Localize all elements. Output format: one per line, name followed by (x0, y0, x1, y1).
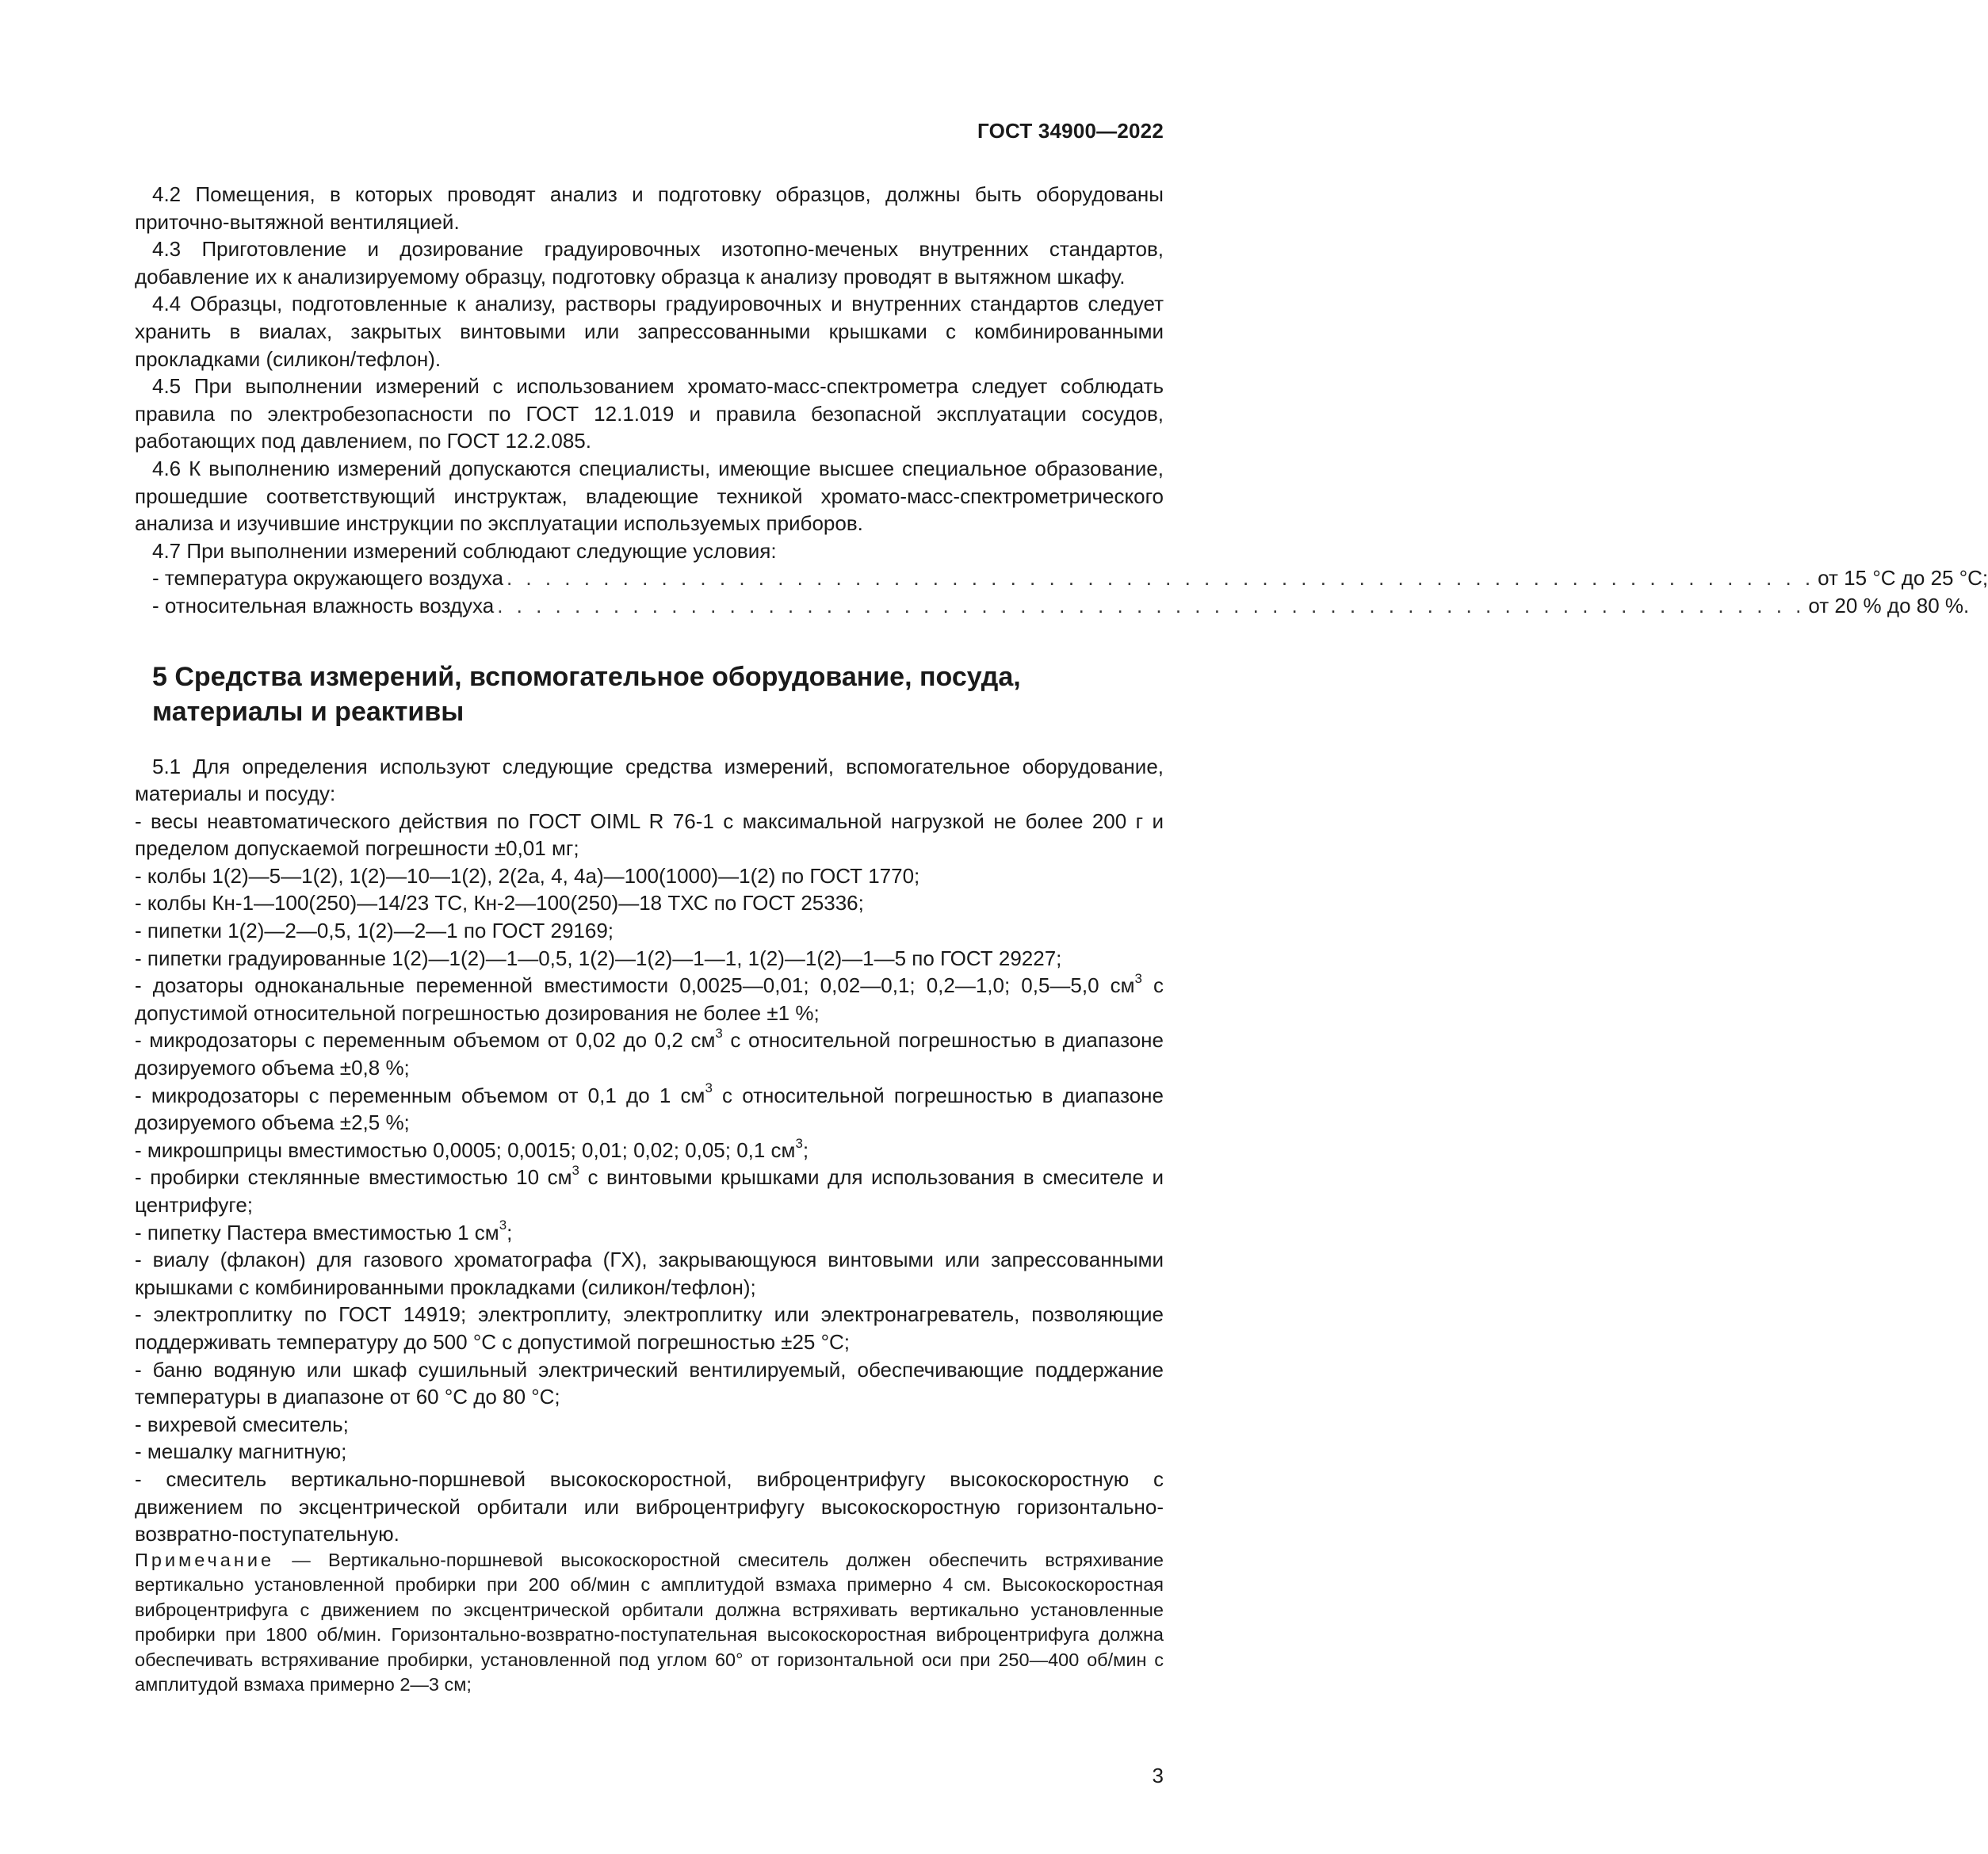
paragraph-text: Образцы, подготовленные к анализу, растворы градуировочных и внутренних стандартов следует хранить в виалах, закрытых винтовыми или запрессованными крышками с комбинированными прокладками (силикон/тефлон). (135, 292, 1164, 371)
condition-row-humidity (135, 592, 1970, 620)
list-item-text: с допустимой относительной погрешностью дозирования не более ±1 %; (135, 973, 1164, 1025)
condition-value: от 15 °C до 25 °C; (1818, 566, 1988, 591)
list-item-text: - дозаторы одноканальные переменной вместимости 0,0025—0,01; 0,02—0,1; 0,2—1,0; 0,5—5,0 см (135, 973, 1135, 998)
paragraph-4-3 (135, 235, 1164, 290)
paragraph-text: При выполнении измерений с использованием хромато-масс-спектрометра следует соблюдать правила по электробезопасности по ГОСТ 12.1.019 и правила безопасной эксплуатации сосудов, работающих под давлением, по ГОСТ 12.2.085. (135, 374, 1164, 453)
paragraph-text: Помещения, в которых проводят анализ и подготовку образцов, должны быть оборудованы приточно-вытяжной вентиляцией. (135, 182, 1164, 234)
paragraph-text: Для определения используют следующие средства измерений, вспомогательное оборудование, материалы и посуду: (135, 754, 1164, 806)
list-item-dosers (135, 972, 1164, 1026)
list-item-microdosers-2 (135, 1082, 1164, 1137)
paragraph-4-7 (135, 537, 1164, 565)
paragraph-text: При выполнении измерений соблюдают следующие условия: (186, 538, 777, 563)
list-item-text: - микродозаторы с переменным объемом от 0,02 до 0,2 см (135, 1028, 716, 1053)
list-item-microsyringes (135, 1137, 1164, 1164)
document-body (135, 181, 1988, 1698)
note-paragraph (135, 1548, 1164, 1698)
superscript: 3 (572, 1163, 579, 1179)
superscript: 3 (1134, 971, 1142, 987)
list-item-text: с относительной погрешностью в диапазоне дозируемого объема ±2,5 %; (135, 1083, 1164, 1135)
paragraph-4-4 (135, 290, 1164, 373)
paragraph-number: 5.1 (152, 754, 182, 778)
condition-value: от 20 % до 80 %. (1808, 593, 1970, 617)
list-item: - виалу (флакон) для газового хроматографа (ГХ), закрывающуюся винтовыми или запрессованными крышками с комбинированными прокладками (силикон/тефлон); (135, 1248, 1164, 1299)
list-item: - баню водяную или шкаф сушильный электрический вентилируемый, обеспечивающие поддержание температуры в диапазоне от 60 °C до 80 °C; (135, 1357, 1164, 1409)
list-item: - колбы 1(2)—5—1(2), 1(2)—10—1(2), 2(2а, 4, 4а)—100(1000)—1(2) по ГОСТ 1770; (135, 863, 920, 888)
paragraph-number: 4.3 (152, 237, 182, 262)
paragraph-text: К выполнению измерений допускаются специалисты, имеющие высшее специальное образование, прошедшие соответствующий инструктаж, владеющие техникой хромато-масс-спектрометрического анализа и изучившие инструкции по эксплуатации используемых приборов. (135, 456, 1164, 536)
list-item: - электроплитку по ГОСТ 14919; электроплиту, электроплитку или электронагреватель, позволяющие поддерживать температуру до 500 °C с допустимой погрешностью ±25 °C; (135, 1302, 1164, 1354)
leader-dots: . . . . . . . . . . . . . . . . . . . . . . . . . . . . . . . . . . . . . . . . . . . . . . . . . . . . . . . . . . . . . . . . . . . . (497, 593, 1806, 617)
paragraph-number: 4.5 (152, 374, 182, 399)
note-text: — Вертикально-поршневой высокоскоростной смеситель должен обеспечить встряхивание вертикально установленной пробирки при 200 об/мин с амплитудой взмаха примерно 4 см. Высокоскоростная виброцентрифуга с движением по эксцентрической орбитали должна встряхивать вертикально установленные пробирки при 1800 об/мин. Горизонтально-возвратно-поступательная высокоскоростная виброцентрифуга должна обеспечивать встряхивание пробирки, установленной под углом 60° от горизонтальной оси при 250—400 об/мин с амплитудой взмаха примерно 2—3 см; (135, 1549, 1164, 1695)
note-label: Примечание (135, 1549, 275, 1570)
paragraph-5-1 (135, 753, 1164, 808)
list-item-text: - микрошприцы вместимостью 0,0005; 0,0015; 0,01; 0,02; 0,05; 0,1 см (135, 1137, 796, 1162)
list-item: - пипетки 1(2)—2—0,5, 1(2)—2—1 по ГОСТ 29169; (135, 919, 614, 943)
list-item-text: - пипетку Пастера вместимостью 1 см (135, 1220, 499, 1244)
condition-label: - относительная влажность воздуха (152, 593, 495, 617)
list-item: - весы неавтоматического действия по ГОСТ OIML R 76-1 с максимальной нагрузкой не более 200 г и пределом допускаемой погрешности ±0,01 мг; (135, 808, 1164, 861)
superscript: 3 (705, 1080, 713, 1096)
paragraph-number: 4.6 (152, 456, 182, 480)
list-item-text: ; (802, 1137, 809, 1162)
list-item: - пипетки градуированные 1(2)—1(2)—1—0,5, 1(2)—1(2)—1—1, 1(2)—1(2)—1—5 по ГОСТ 29227; (135, 946, 1062, 970)
list-item-text: - пробирки стеклянные вместимостью 10 см (135, 1165, 572, 1190)
paragraph-4-6 (135, 455, 1164, 537)
paragraph-number: 4.2 (152, 182, 182, 206)
condition-label: - температура окружающего воздуха (152, 566, 503, 591)
list-item-text: - микродозаторы с переменным объемом от 0,1 до 1 см (135, 1083, 705, 1107)
list-item-text: с относительной погрешностью в диапазоне дозируемого объема ±0,8 %; (135, 1028, 1164, 1080)
list-item-tubes (135, 1164, 1164, 1218)
paragraph-4-2 (135, 181, 1164, 235)
superscript: 3 (499, 1218, 507, 1233)
superscript: 3 (715, 1026, 723, 1042)
list-item: - колбы Кн-1—100(250)—14/23 ТС, Кн-2—100(250)—18 ТХС по ГОСТ 25336; (135, 891, 864, 916)
page-number: 3 (1152, 1764, 1164, 1787)
list-item: - смеситель вертикально-поршневой высокоскоростной, виброцентрифугу высокоскоростную с движением по эксцентрической орбитали или виброцентрифугу высокоскоростную горизонтально-возвратно-поступательную. (135, 1466, 1164, 1546)
list-item: - вихревой смеситель; (135, 1412, 349, 1436)
page-header-doc-code: ГОСТ 34900—2022 (977, 119, 1164, 143)
paragraph-text: Приготовление и дозирование градуировочных изотопно-меченых внутренних стандартов, добавление их к анализируемому образцу, подготовку образца к анализу проводят в вытяжном шкафу. (135, 237, 1164, 289)
paragraph-4-5 (135, 373, 1164, 455)
list-item-text: с винтовыми крышками для использования в смесителе и центрифуге; (135, 1165, 1164, 1217)
paragraph-number: 4.7 (152, 538, 182, 563)
section-5-heading: 5 Средства измерений, вспомогательное оборудование, посуда, материалы и реактивы (152, 661, 1021, 727)
list-item-microdosers-1 (135, 1026, 1164, 1081)
condition-row-temperature (135, 564, 1988, 592)
list-item: - мешалку магнитную; (135, 1439, 347, 1464)
list-item-pasteur (135, 1219, 1164, 1247)
list-item-text: ; (507, 1220, 513, 1244)
leader-dots: . . . . . . . . . . . . . . . . . . . . . . . . . . . . . . . . . . . . . . . . . . . . . . . . . . . . . . . . . . . . . . . . . . . . (506, 566, 1815, 591)
superscript: 3 (795, 1135, 803, 1151)
paragraph-number: 4.4 (152, 292, 182, 316)
